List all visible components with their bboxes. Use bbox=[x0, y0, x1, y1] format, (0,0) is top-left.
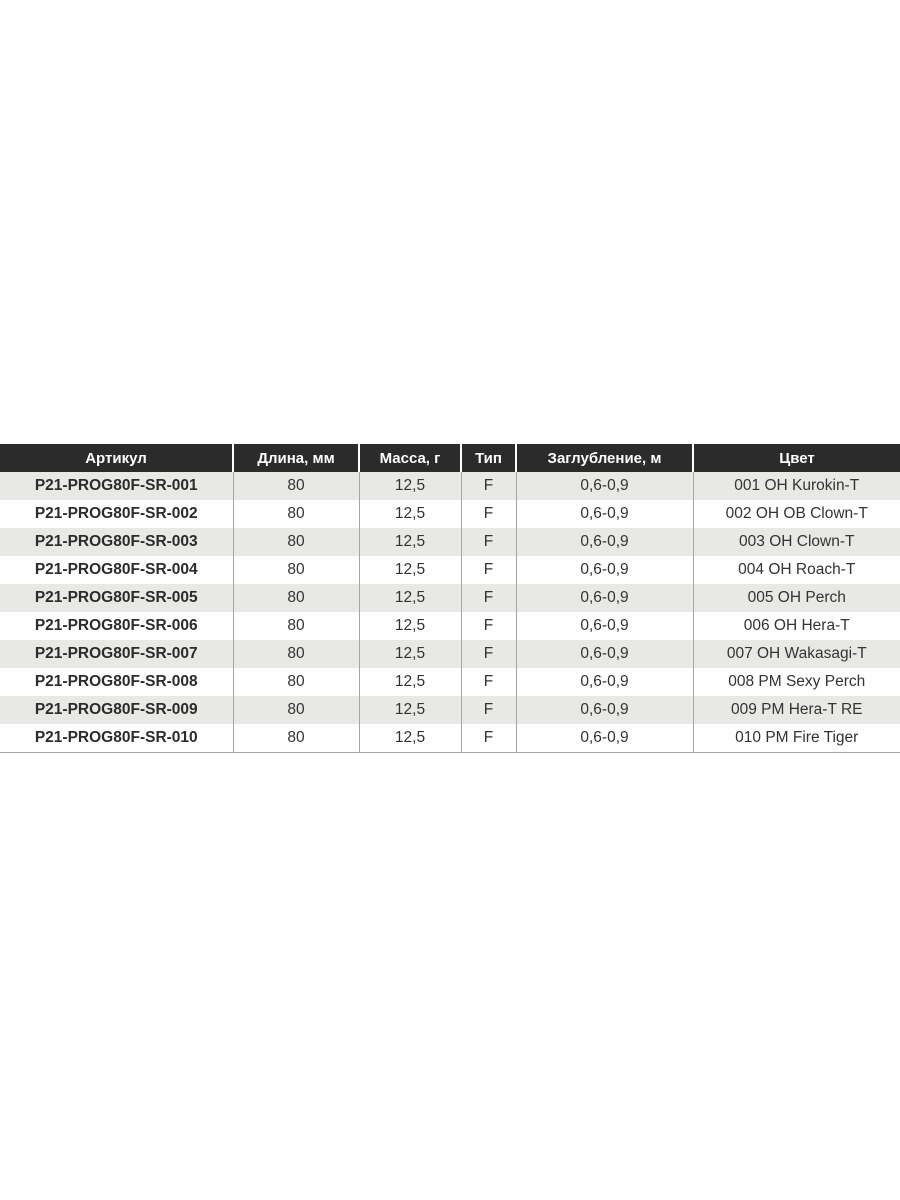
length-cell: 80 bbox=[233, 584, 359, 612]
article-cell: P21-PROG80F-SR-010 bbox=[0, 724, 233, 753]
length-cell: 80 bbox=[233, 640, 359, 668]
table-row bbox=[0, 612, 900, 640]
weight-cell: 12,5 bbox=[359, 696, 461, 724]
length-cell: 80 bbox=[233, 556, 359, 584]
weight-cell: 12,5 bbox=[359, 612, 461, 640]
length-cell: 80 bbox=[233, 528, 359, 556]
type-cell: F bbox=[461, 528, 516, 556]
article-cell: P21-PROG80F-SR-001 bbox=[0, 472, 233, 500]
table-row bbox=[0, 640, 900, 668]
length-cell: 80 bbox=[233, 724, 359, 753]
color-cell: 005 OH Perch bbox=[693, 584, 900, 612]
article-cell: P21-PROG80F-SR-008 bbox=[0, 668, 233, 696]
table-row bbox=[0, 556, 900, 584]
depth-cell: 0,6-0,9 bbox=[516, 640, 693, 668]
type-cell: F bbox=[461, 668, 516, 696]
length-cell: 80 bbox=[233, 472, 359, 500]
table-row bbox=[0, 528, 900, 556]
depth-cell: 0,6-0,9 bbox=[516, 612, 693, 640]
article-cell: P21-PROG80F-SR-005 bbox=[0, 584, 233, 612]
color-cell: 008 PM Sexy Perch bbox=[693, 668, 900, 696]
depth-cell: 0,6-0,9 bbox=[516, 724, 693, 753]
header-depth: Заглубление, м bbox=[516, 444, 693, 472]
article-cell: P21-PROG80F-SR-007 bbox=[0, 640, 233, 668]
color-cell: 001 OH Kurokin-T bbox=[693, 472, 900, 500]
header-article: Артикул bbox=[0, 444, 233, 472]
article-cell: P21-PROG80F-SR-004 bbox=[0, 556, 233, 584]
table-row bbox=[0, 724, 900, 753]
weight-cell: 12,5 bbox=[359, 556, 461, 584]
depth-cell: 0,6-0,9 bbox=[516, 528, 693, 556]
depth-cell: 0,6-0,9 bbox=[516, 556, 693, 584]
length-cell: 80 bbox=[233, 612, 359, 640]
color-cell: 006 OH Hera-T bbox=[693, 612, 900, 640]
type-cell: F bbox=[461, 612, 516, 640]
depth-cell: 0,6-0,9 bbox=[516, 668, 693, 696]
length-cell: 80 bbox=[233, 500, 359, 528]
table-row bbox=[0, 696, 900, 724]
article-cell: P21-PROG80F-SR-003 bbox=[0, 528, 233, 556]
header-length: Длина, мм bbox=[233, 444, 359, 472]
weight-cell: 12,5 bbox=[359, 500, 461, 528]
color-cell: 003 OH Clown-T bbox=[693, 528, 900, 556]
weight-cell: 12,5 bbox=[359, 640, 461, 668]
table-row bbox=[0, 472, 900, 500]
type-cell: F bbox=[461, 724, 516, 753]
header-color: Цвет bbox=[693, 444, 900, 472]
type-cell: F bbox=[461, 584, 516, 612]
weight-cell: 12,5 bbox=[359, 528, 461, 556]
color-cell: 007 OH Wakasagi-T bbox=[693, 640, 900, 668]
type-cell: F bbox=[461, 640, 516, 668]
article-cell: P21-PROG80F-SR-002 bbox=[0, 500, 233, 528]
color-cell: 004 OH Roach-T bbox=[693, 556, 900, 584]
weight-cell: 12,5 bbox=[359, 724, 461, 753]
header-weight: Масса, г bbox=[359, 444, 461, 472]
length-cell: 80 bbox=[233, 668, 359, 696]
depth-cell: 0,6-0,9 bbox=[516, 500, 693, 528]
length-cell: 80 bbox=[233, 696, 359, 724]
color-cell: 010 PM Fire Tiger bbox=[693, 724, 900, 753]
type-cell: F bbox=[461, 696, 516, 724]
depth-cell: 0,6-0,9 bbox=[516, 472, 693, 500]
article-cell: P21-PROG80F-SR-009 bbox=[0, 696, 233, 724]
weight-cell: 12,5 bbox=[359, 584, 461, 612]
table-header-row bbox=[0, 444, 900, 472]
color-cell: 002 OH OB Clown-T bbox=[693, 500, 900, 528]
weight-cell: 12,5 bbox=[359, 472, 461, 500]
color-cell: 009 PM Hera-T RE bbox=[693, 696, 900, 724]
table-row bbox=[0, 668, 900, 696]
depth-cell: 0,6-0,9 bbox=[516, 584, 693, 612]
type-cell: F bbox=[461, 556, 516, 584]
header-type: Тип bbox=[461, 444, 516, 472]
spec-table bbox=[0, 444, 900, 753]
table-row bbox=[0, 584, 900, 612]
type-cell: F bbox=[461, 472, 516, 500]
type-cell: F bbox=[461, 500, 516, 528]
table-body bbox=[0, 472, 900, 753]
article-cell: P21-PROG80F-SR-006 bbox=[0, 612, 233, 640]
table-row bbox=[0, 500, 900, 528]
weight-cell: 12,5 bbox=[359, 668, 461, 696]
depth-cell: 0,6-0,9 bbox=[516, 696, 693, 724]
